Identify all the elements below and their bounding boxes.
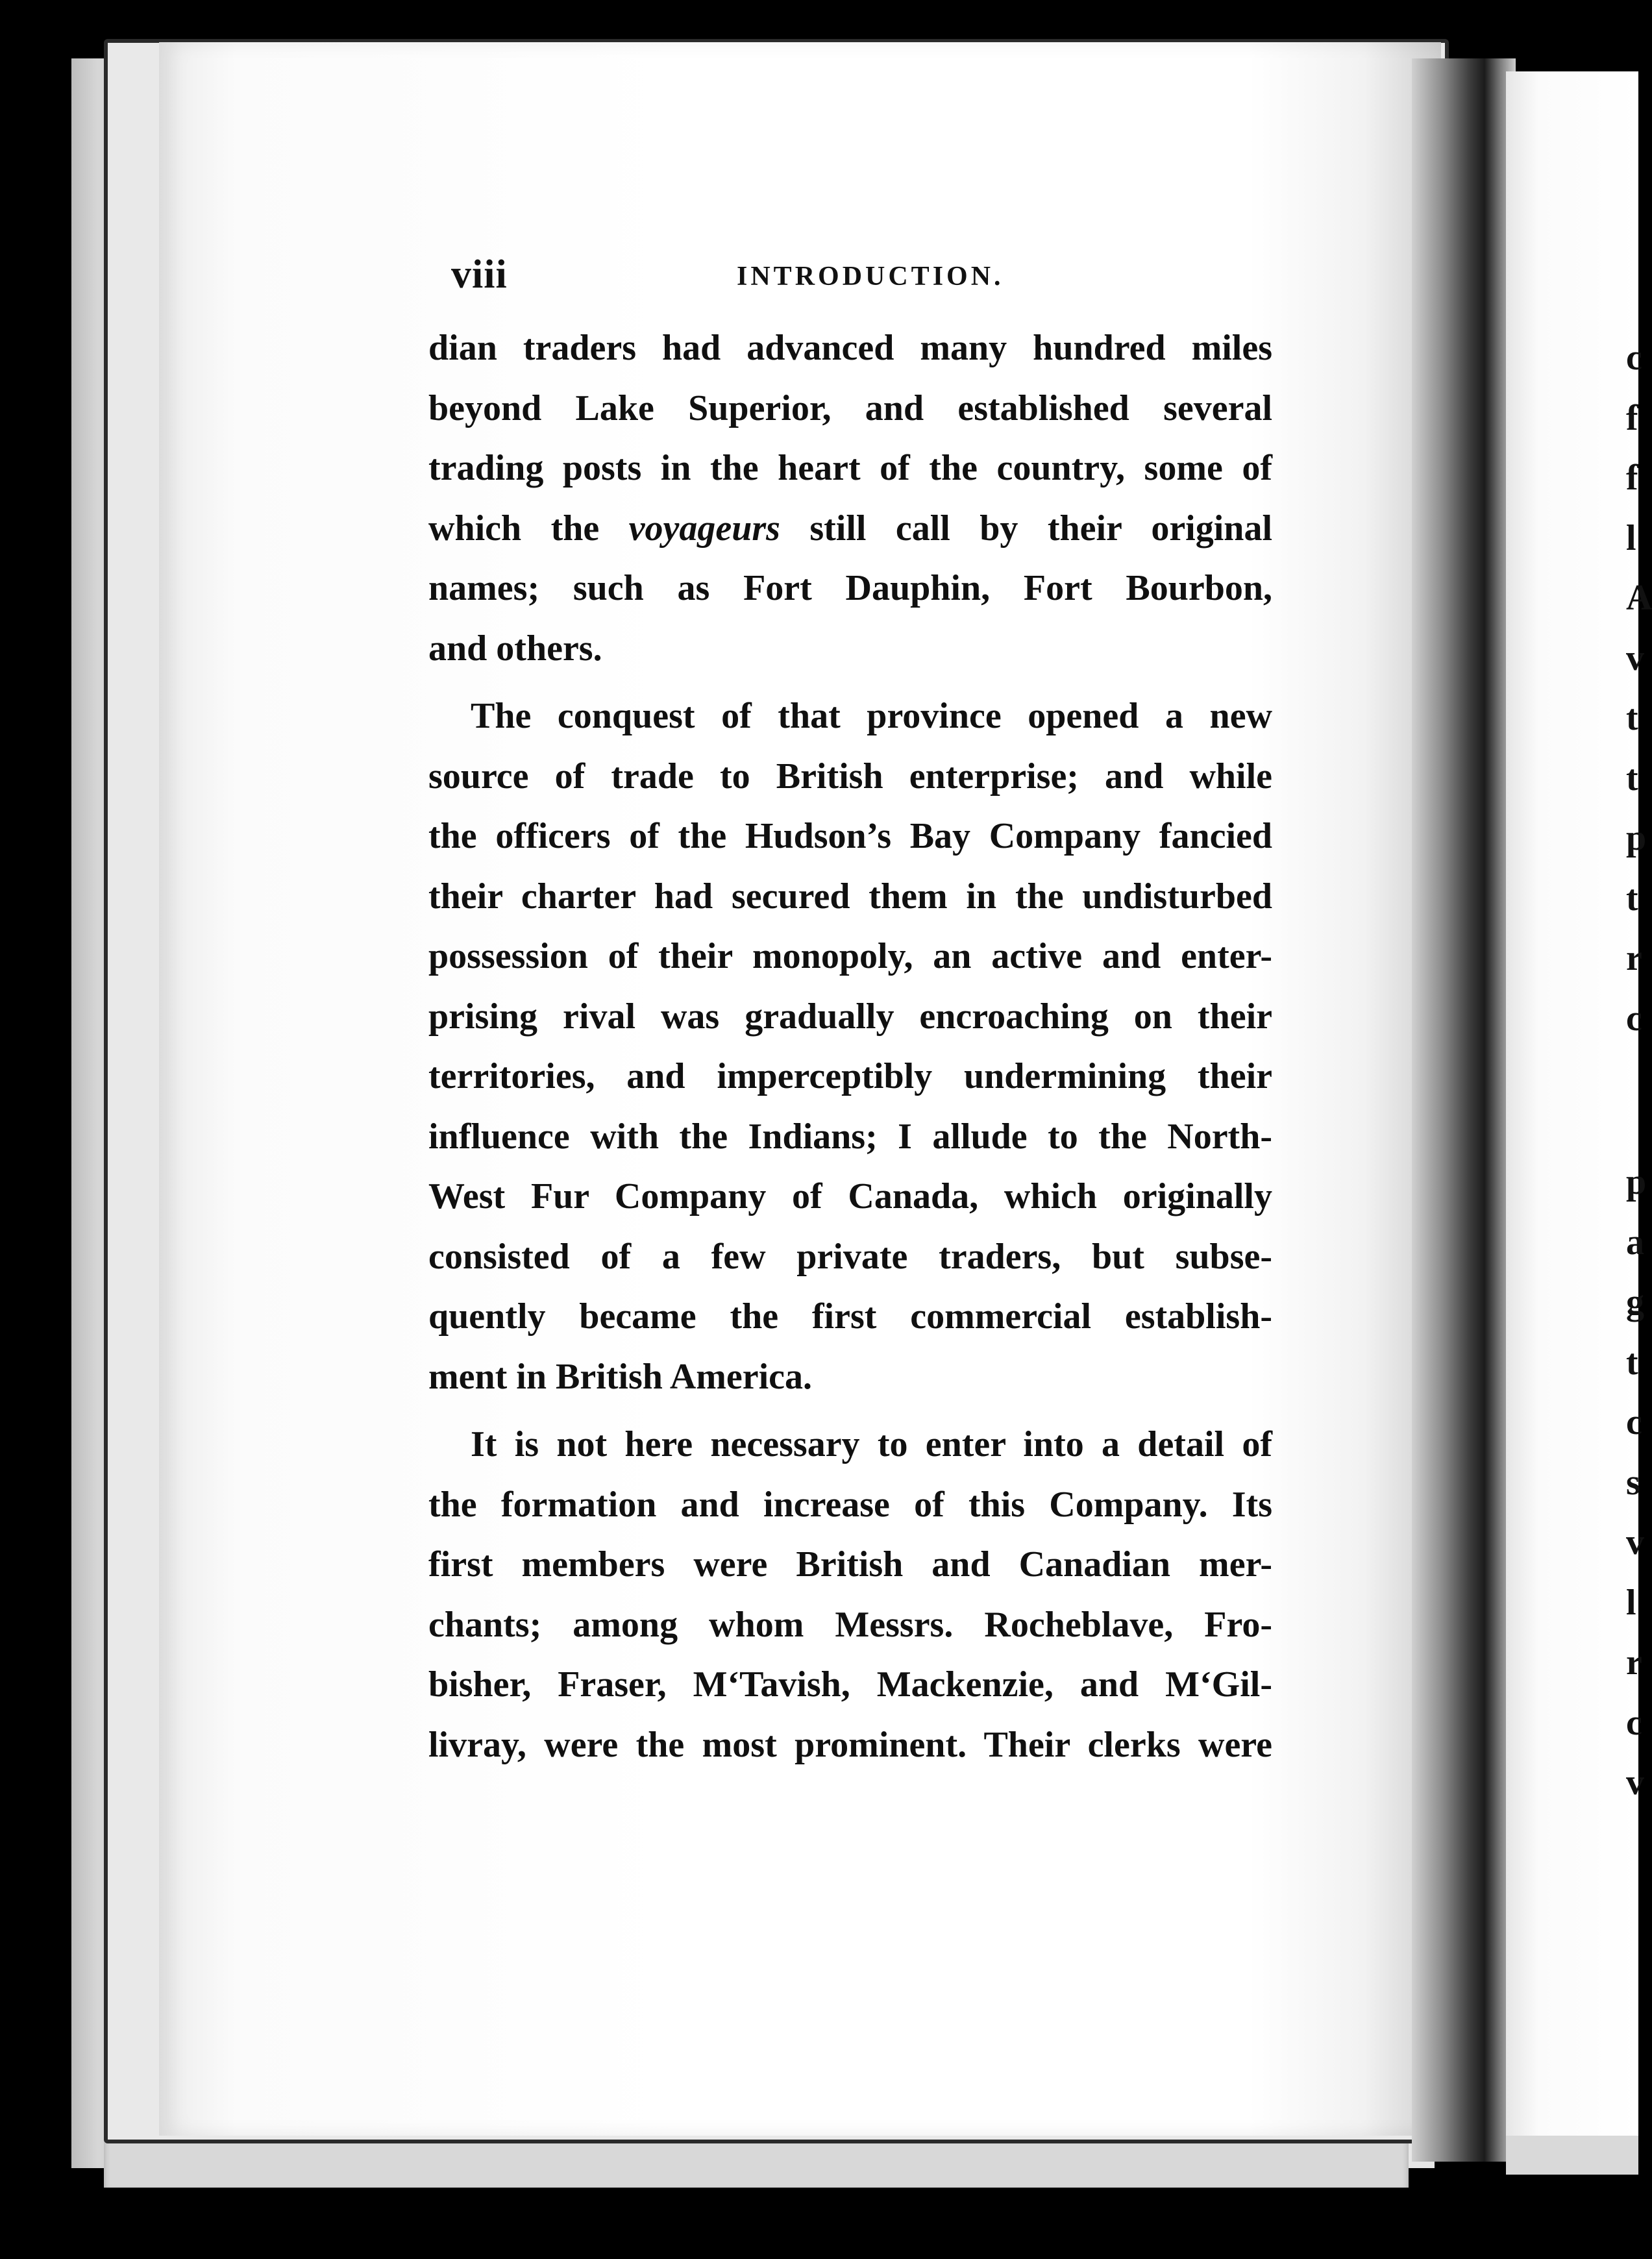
text-line: names; such as Fort Dauphin, Fort Bourbon, <box>428 568 1272 608</box>
facing-page-text-fragments <box>1626 328 1652 1813</box>
body-text <box>428 318 1272 1783</box>
text-line <box>428 499 1272 559</box>
text-line: first members were British and Canadian mer- <box>428 1544 1272 1585</box>
facing-letter: r <box>1626 938 1642 978</box>
text-line: West Fur Company of Canada, which originally <box>428 1176 1272 1216</box>
facing-letter: g <box>1626 1282 1644 1322</box>
facing-page-bottom-edge <box>1506 2136 1638 2175</box>
italic-word: voyageurs <box>628 508 780 549</box>
facing-letter: c <box>1626 338 1642 378</box>
text-line: It is not here necessary to enter into a detail of <box>471 1424 1272 1464</box>
facing-letter: v <box>1626 637 1644 678</box>
text-line: The conquest of that province opened a new <box>471 696 1272 736</box>
text-line: livray, were the most prominent. Their clerks were <box>428 1724 1272 1765</box>
text-line: consisted of a few private traders, but subse- <box>428 1236 1272 1277</box>
text-line: trading posts in the heart of the country, some of <box>428 448 1272 488</box>
text-line: source of trade to British enterprise; and while <box>428 756 1272 796</box>
text-segment: still call by their original <box>780 508 1272 549</box>
facing-letter: a <box>1626 1222 1644 1263</box>
facing-letter: t <box>1626 698 1638 738</box>
facing-letter: c <box>1626 1402 1642 1442</box>
text-line: ment in British America. <box>428 1356 813 1397</box>
text-line: the officers of the Hudson’s Bay Company fancied <box>428 816 1272 856</box>
facing-letter: c <box>1626 998 1642 1039</box>
text-line: possession of their monopoly, an active and enter- <box>428 936 1272 976</box>
text-line: bisher, Fraser, M‘Tavish, Mackenzie, and M‘Gil- <box>428 1664 1272 1705</box>
chapter-title: INTRODUCTION. <box>737 262 1004 291</box>
facing-letter: p <box>1626 1162 1647 1202</box>
facing-letter: c <box>1626 1702 1642 1743</box>
text-segment: which the <box>428 508 629 549</box>
text-line: quently became the first commercial establish- <box>428 1296 1272 1337</box>
page-number: viii <box>451 253 508 297</box>
text-line: prising rival was gradually encroaching on their <box>428 996 1272 1037</box>
facing-letter: t <box>1626 878 1638 919</box>
facing-letter: t <box>1626 758 1638 798</box>
facing-letter: v <box>1626 1762 1644 1803</box>
text-line: beyond Lake Superior, and established several <box>428 388 1272 428</box>
text-line: and others. <box>428 628 602 669</box>
text-line: chants; among whom Messrs. Rocheblave, Fro- <box>428 1604 1272 1645</box>
facing-letter: f <box>1626 397 1638 438</box>
facing-gap <box>1626 1048 1652 1152</box>
facing-page <box>1506 71 1638 2168</box>
facing-letter: v <box>1626 1522 1644 1562</box>
text-line: their charter had secured them in the undisturbed <box>428 876 1272 917</box>
gutter-shadow <box>1412 58 1516 2162</box>
text-line: influence with the Indians; I allude to the North- <box>428 1116 1272 1157</box>
text-line: dian traders had advanced many hundred miles <box>428 328 1272 368</box>
text-line: territories, and imperceptibly undermining their <box>428 1056 1272 1096</box>
facing-letter: f <box>1626 458 1638 498</box>
facing-letter: t <box>1626 1342 1638 1383</box>
facing-letter: s <box>1626 1462 1640 1503</box>
text-line: the formation and increase of this Company. Its <box>428 1484 1272 1525</box>
running-head <box>451 252 1270 297</box>
paragraph <box>428 686 1272 1407</box>
facing-letter: l <box>1626 517 1636 558</box>
facing-letter: p <box>1626 818 1647 858</box>
facing-letter: A <box>1626 578 1652 618</box>
facing-letter: r <box>1626 1642 1642 1683</box>
paragraph <box>428 1414 1272 1775</box>
paragraph <box>428 318 1272 678</box>
facing-letter: l <box>1626 1582 1636 1623</box>
